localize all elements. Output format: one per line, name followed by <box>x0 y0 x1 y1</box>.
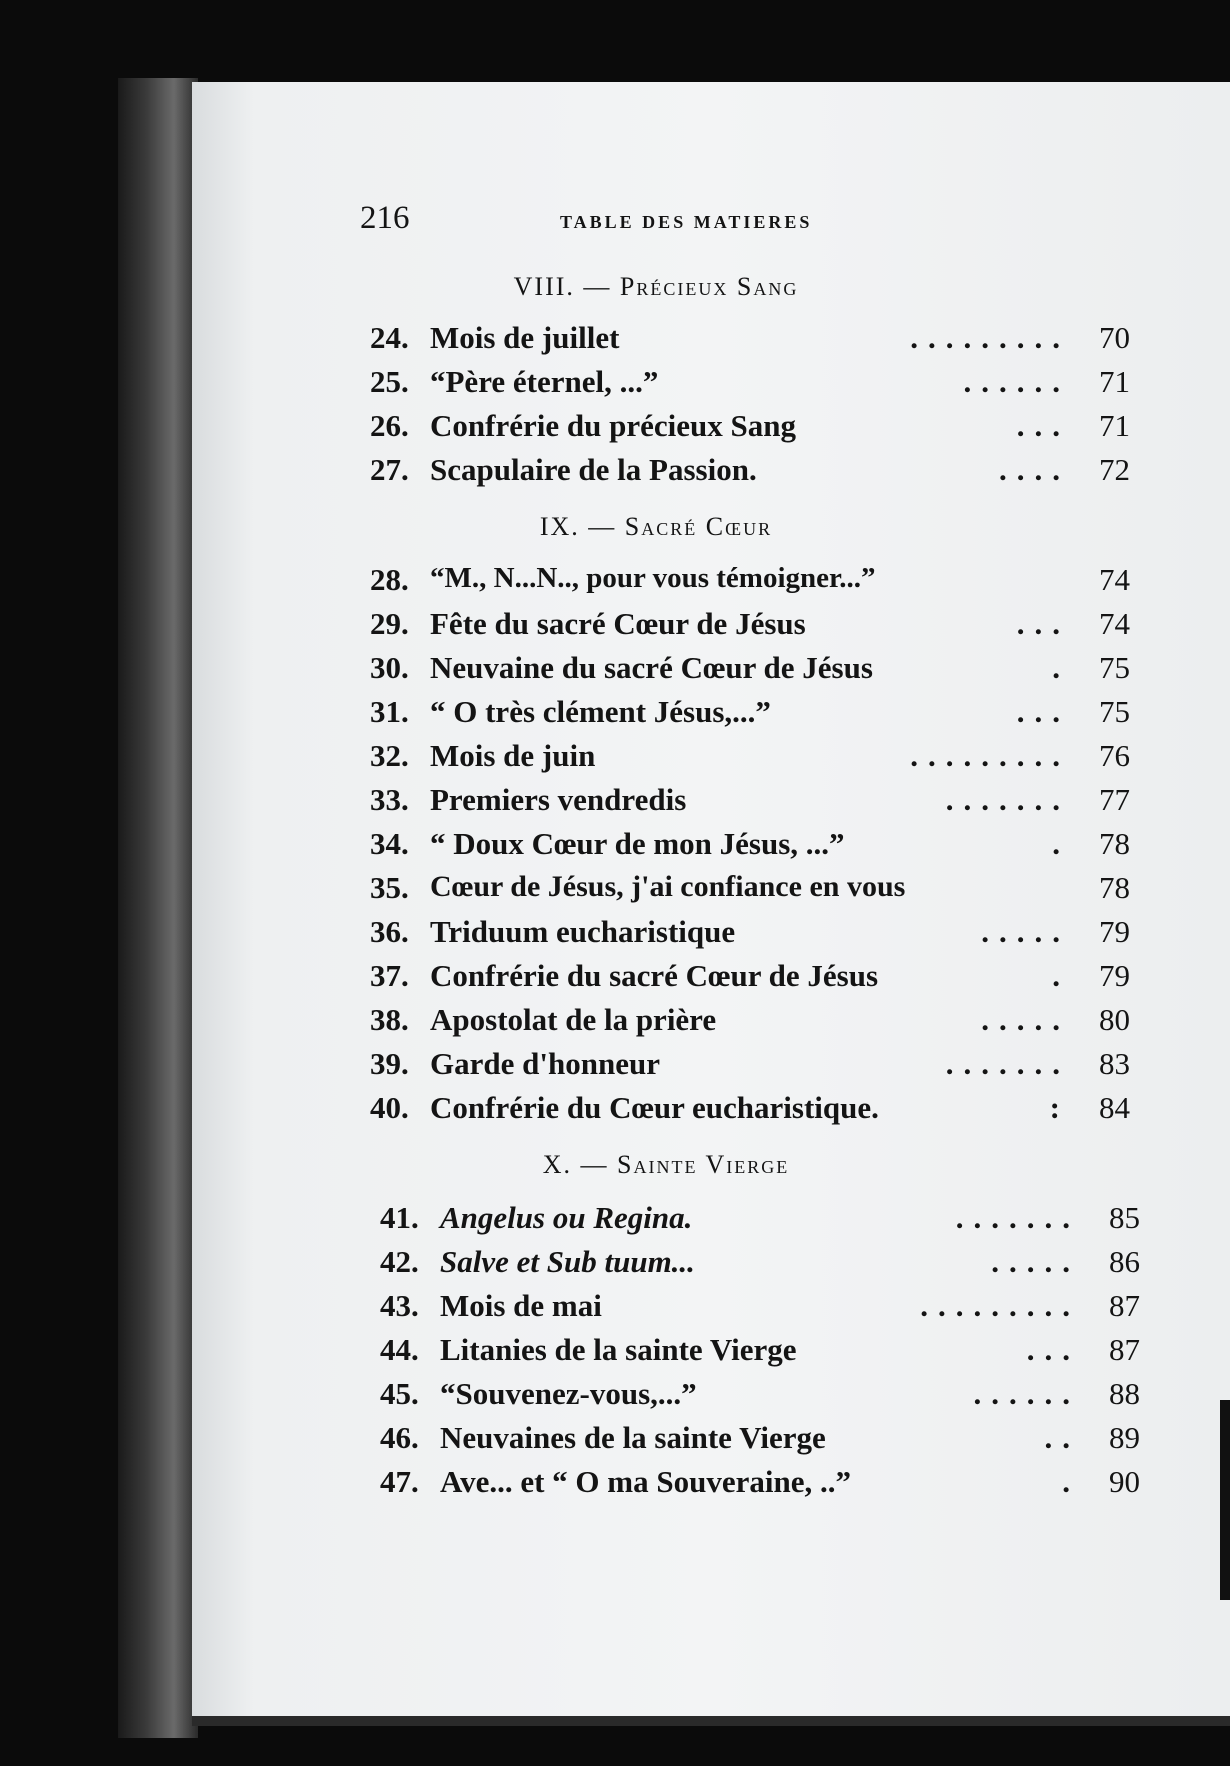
entry-page: 71 <box>1099 408 1130 443</box>
leader-dots: ..... <box>991 1244 1080 1279</box>
entry-number: 29. <box>370 606 409 641</box>
entry-number: 37. <box>370 958 409 993</box>
entry-number: 24. <box>370 320 409 355</box>
entry-number: 46. <box>380 1420 419 1455</box>
entry-number: 27. <box>370 452 409 487</box>
entry-label: Mois de juillet <box>430 320 620 355</box>
toc-entry <box>370 914 1130 958</box>
entry-page: 87 <box>1109 1332 1140 1367</box>
leader-dots: .. <box>1044 1420 1080 1455</box>
leader-dots: ...... <box>963 364 1070 399</box>
toc-entry <box>370 694 1130 738</box>
entry-number: 47. <box>380 1464 419 1499</box>
leader-dots: . <box>1062 1464 1080 1499</box>
toc-entry <box>380 1420 1140 1464</box>
entry-page: 76 <box>1099 738 1130 773</box>
entry-page: 87 <box>1109 1288 1140 1323</box>
toc-entry <box>370 606 1130 650</box>
section-heading-x: X. — Sainte Vierge <box>542 1150 790 1179</box>
entry-label: Fête du sacré Cœur de Jésus <box>430 606 806 641</box>
toc-entry <box>370 782 1130 826</box>
section-heading-viii: VIII. — Précieux Sang <box>513 272 799 301</box>
entry-page: 70 <box>1099 320 1130 355</box>
entry-label: Confrérie du Cœur eucharistique. <box>430 1090 879 1125</box>
entry-label: Premiers vendredis <box>430 782 687 817</box>
leader-dots: . <box>1052 650 1070 685</box>
entry-number: 25. <box>370 364 409 399</box>
entry-page: 88 <box>1109 1376 1140 1411</box>
running-title: TABLE DES MATIERES <box>560 212 813 232</box>
right-edge-mark <box>1220 1400 1230 1600</box>
entry-page: 71 <box>1099 364 1130 399</box>
leader-dots: ..... <box>981 914 1070 949</box>
entry-number: 39. <box>370 1046 409 1081</box>
entry-number: 45. <box>380 1376 419 1411</box>
entry-number: 30. <box>370 650 409 685</box>
toc-entry <box>380 1200 1140 1244</box>
entry-label: Neuvaines de la sainte Vierge <box>440 1420 826 1455</box>
entry-number: 42. <box>380 1244 419 1279</box>
entry-number: 43. <box>380 1288 419 1323</box>
entry-page: 85 <box>1109 1200 1140 1235</box>
leader-dots: ......... <box>920 1288 1080 1323</box>
entry-label: Confrérie du sacré Cœur de Jésus <box>430 958 879 993</box>
section-heading-ix: IX. — Sacré Cœur <box>539 512 773 541</box>
entry-page: 75 <box>1099 694 1130 729</box>
entry-number: 28. <box>370 562 409 597</box>
entry-page: 77 <box>1099 782 1130 817</box>
leader-dots: ...... <box>973 1376 1080 1411</box>
entry-number: 38. <box>370 1002 409 1037</box>
page-number: 216 <box>360 200 410 236</box>
entry-page: 78 <box>1099 826 1130 861</box>
entry-label: “Père éternel, ...” <box>430 364 659 399</box>
entry-number: 40. <box>370 1090 409 1125</box>
toc-entry <box>370 452 1130 496</box>
entry-number: 34. <box>370 826 409 861</box>
entry-label: “M., N...N.., pour vous témoigner...” <box>430 562 876 594</box>
entry-number: 31. <box>370 694 409 729</box>
entry-number: 32. <box>370 738 409 773</box>
leader-dots: ... <box>1016 606 1070 641</box>
leader-dots: ....... <box>945 1046 1070 1081</box>
entry-page: 74 <box>1099 562 1130 597</box>
leader-dots: .... <box>999 452 1070 487</box>
entry-number: 36. <box>370 914 409 949</box>
entry-page: 74 <box>1099 606 1130 641</box>
entry-label: Cœur de Jésus, j'ai confiance en vous <box>430 870 906 903</box>
toc-entry <box>370 738 1130 782</box>
leader-dots: . <box>1052 826 1070 861</box>
toc-entry <box>380 1376 1140 1420</box>
left-shadow <box>0 0 118 1766</box>
leader-dots: ......... <box>910 320 1070 355</box>
entry-page: 75 <box>1099 650 1130 685</box>
leader-dots: ....... <box>955 1200 1080 1235</box>
entry-number: 35. <box>370 870 409 905</box>
book-spine <box>118 78 198 1738</box>
entry-page: 79 <box>1099 914 1130 949</box>
leader-dots: ..... <box>981 1002 1070 1037</box>
entry-label: Triduum eucharistique <box>430 914 736 949</box>
entry-number: 44. <box>380 1332 419 1367</box>
toc-entry <box>370 320 1130 364</box>
entry-page: 79 <box>1099 958 1130 993</box>
entry-page: 78 <box>1099 870 1130 905</box>
leader-dots: ....... <box>945 782 1070 817</box>
entry-label: Garde d'honneur <box>430 1046 660 1081</box>
entry-label: Neuvaine du sacré Cœur de Jésus <box>430 650 873 685</box>
running-head <box>360 200 920 240</box>
entry-page: 84 <box>1099 1090 1130 1125</box>
entry-page: 86 <box>1109 1244 1140 1279</box>
entry-label: Apostolat de la prière <box>430 1002 717 1037</box>
entry-number: 33. <box>370 782 409 817</box>
leader-dots: ... <box>1016 694 1070 729</box>
entry-label: Angelus ou Regina. <box>440 1200 693 1235</box>
leader-dots: ......... <box>910 738 1070 773</box>
entry-number: 41. <box>380 1200 419 1235</box>
leader-dots: : <box>1049 1090 1070 1125</box>
toc-entry <box>380 1244 1140 1288</box>
entry-label: “ O très clément Jésus,...” <box>430 694 771 729</box>
leader-dots: ... <box>1016 408 1070 443</box>
entry-label: Confrérie du précieux Sang <box>430 408 796 443</box>
entry-page: 90 <box>1109 1464 1140 1499</box>
entry-page: 72 <box>1099 452 1130 487</box>
entry-page: 83 <box>1099 1046 1130 1081</box>
entry-label: Litanies de la sainte Vierge <box>440 1332 797 1367</box>
entry-label: Salve et Sub tuum... <box>440 1244 695 1279</box>
toc-entry <box>370 1090 1130 1134</box>
leader-dots: . <box>1052 958 1070 993</box>
toc-entry <box>380 1332 1140 1376</box>
toc-entry <box>370 826 1130 870</box>
entry-label: “ Doux Cœur de mon Jésus, ...” <box>430 826 845 861</box>
toc-entry <box>370 1002 1130 1046</box>
toc-entry <box>370 408 1130 452</box>
toc-entry <box>370 650 1130 694</box>
toc-entry <box>370 1046 1130 1090</box>
toc-entry <box>370 958 1130 1002</box>
toc-entry <box>370 364 1130 408</box>
leader-dots: ... <box>1026 1332 1080 1367</box>
entry-label: Mois de juin <box>430 738 596 773</box>
entry-page: 80 <box>1099 1002 1130 1037</box>
toc-entry <box>380 1288 1140 1332</box>
entry-page: 89 <box>1109 1420 1140 1455</box>
entry-label: Ave... et “ O ma Souveraine, ..” <box>440 1464 851 1499</box>
toc-entry <box>370 562 1130 606</box>
entry-number: 26. <box>370 408 409 443</box>
toc-entry <box>380 1464 1140 1508</box>
entry-label: Scapulaire de la Passion. <box>430 452 757 487</box>
entry-label: “Souvenez-vous,...” <box>440 1376 697 1411</box>
page-bottom-edge <box>192 1716 1230 1726</box>
toc-entry <box>370 870 1130 914</box>
entry-label: Mois de mai <box>440 1288 602 1323</box>
